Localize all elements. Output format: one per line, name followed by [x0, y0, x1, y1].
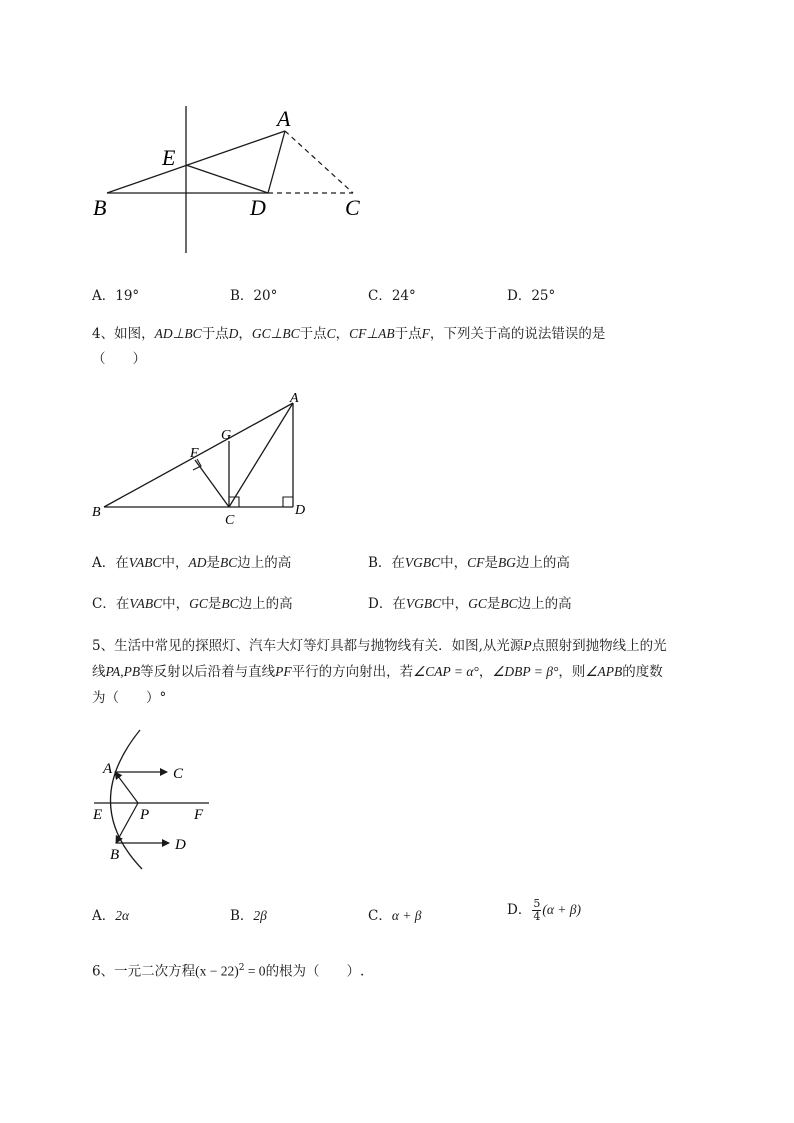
- label-P: P: [140, 807, 150, 823]
- label-F: F: [190, 446, 199, 461]
- label-A: A: [290, 391, 299, 406]
- q5-stem-line1: 5、生活中常见的探照灯、汽车大灯等灯具都与抛物线有关．如图,从光源P点照射到抛物线上的光: [92, 638, 667, 654]
- label-B: B: [110, 847, 120, 863]
- q5-option-b: B．2β: [230, 908, 267, 924]
- q6-stem: 6、一元二次方程$(x - 22)^2 = 0$的根为（ ）.: [92, 963, 365, 980]
- q3-option-d: D．25°: [507, 288, 556, 304]
- label-C: C: [225, 513, 235, 528]
- label-E: E: [93, 807, 103, 823]
- q5-figure: [85, 725, 235, 875]
- q4-blank: （ ）: [92, 351, 146, 367]
- label-C: C: [173, 766, 184, 782]
- q3-option-c: C．24°: [368, 288, 416, 304]
- label-C: C: [345, 195, 360, 220]
- q5-stem-line2: 线PA,PB等反射以后沿着与直线PF平行的方向射出，若∠CAP = α°，∠DBP = β°，则∠APB的度数: [92, 664, 663, 680]
- q3-option-a: A．19°: [92, 288, 140, 304]
- q4-option-a: A．在VABC中，AD是BC边上的高: [92, 555, 292, 571]
- q4-figure: [85, 390, 325, 530]
- q3-figure: [85, 100, 385, 260]
- label-D: D: [175, 837, 186, 853]
- q4-option-d: D．在VGBC中，GC是BC边上的高: [368, 596, 572, 612]
- q4-option-c: C．在VABC中，GC是BC边上的高: [92, 596, 293, 612]
- q4-stem: 4、如图，AD⊥BC于点D，GC⊥BC于点C，CF⊥AB于点F，下列关于高的说法错误的是: [92, 326, 606, 342]
- label-B: B: [92, 505, 101, 520]
- label-E: E: [162, 145, 176, 170]
- label-A: A: [103, 761, 113, 777]
- label-D: D: [295, 503, 306, 518]
- q5-option-a: A．2α: [92, 908, 130, 924]
- label-F: F: [194, 807, 204, 823]
- q5-option-d: D． $\frac{5}{4}$ (α + β): [507, 897, 581, 923]
- label-D: D: [250, 195, 266, 220]
- q5-option-c: C．α + β: [368, 908, 422, 924]
- label-G: G: [221, 428, 232, 443]
- q4-option-b: B．在VGBC中，CF是BG边上的高: [368, 555, 570, 571]
- q3-option-b: B．20°: [230, 288, 278, 304]
- fraction: $\frac{5}{4}$: [533, 897, 541, 923]
- q5-stem-line3: 为（ ）°: [92, 690, 167, 706]
- label-A: A: [277, 106, 291, 131]
- label-B: B: [93, 195, 107, 220]
